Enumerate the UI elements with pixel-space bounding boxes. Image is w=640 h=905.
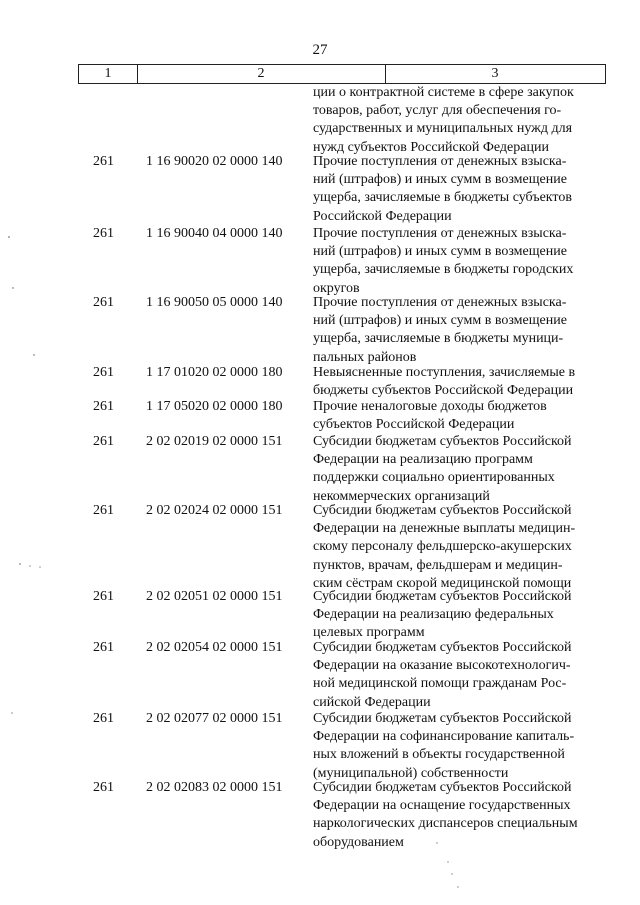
description-line: Субсидии бюджетам субъектов Российской (313, 434, 572, 449)
continued-line: ции о контрактной системе в сфере закупок (313, 85, 574, 100)
description-line: Субсидии бюджетам субъектов Российской (313, 640, 572, 655)
description-line: Прочие поступления от денежных взыска- (313, 295, 567, 310)
description-line: Субсидии бюджетам субъектов Российской (313, 503, 572, 518)
budget-code-cell: 2 02 02019 02 0000 151 (146, 434, 283, 449)
description-line: ущерба, зачисляемые в бюджеты субъектов (313, 190, 572, 206)
description-line: наркологических диспансеров специальным (313, 816, 578, 832)
budget-code-cell: 2 02 02054 02 0000 151 (146, 640, 283, 655)
description-line: Невыясненные поступления, зачисляемые в (313, 365, 576, 380)
description-line: сийской Федерации (313, 694, 431, 710)
description-line: Российской Федерации (313, 208, 452, 224)
description-line: Федерации на реализацию федеральных (313, 607, 554, 623)
description-line: Субсидии бюджетам субъектов Российской (313, 780, 572, 795)
budget-code-cell: 2 02 02024 02 0000 151 (146, 503, 283, 518)
admin-code-cell: 261 (93, 434, 114, 449)
description-line: ний (штрафов) и иных сумм в возмещение (313, 172, 567, 188)
continued-line: сударственных и муниципальных нужд для (313, 121, 573, 137)
description-line: Прочие поступления от денежных взыска- (313, 154, 567, 169)
description-line: округов (313, 280, 360, 296)
admin-code-cell: 261 (93, 640, 114, 655)
description-line: пальных районов (313, 349, 417, 365)
page-number: 27 (312, 42, 328, 58)
description-line: оборудованием (313, 834, 404, 850)
continued-line: нужд субъектов Российской Федерации (313, 139, 549, 155)
admin-code-cell: 261 (93, 503, 114, 518)
description-line: Федерации на софинансирование капиталь- (313, 729, 575, 745)
header-col-2: 2 (137, 65, 386, 83)
header-col-1: 1 (79, 65, 138, 83)
budget-code-cell: 1 16 90050 05 0000 140 (146, 295, 283, 310)
admin-code-cell: 261 (93, 589, 114, 604)
description-line: Федерации на оснащение государственных (313, 798, 571, 814)
description-line: ущерба, зачисляемые в бюджеты муници- (313, 331, 564, 347)
description-line: пунктов, врачам, фельдшерам и медицин- (313, 557, 563, 573)
description-line: целевых программ (313, 625, 425, 641)
description-line: поддержки социально ориентированных (313, 470, 555, 486)
description-line: Прочие неналоговые доходы бюджетов (313, 399, 547, 414)
description-line: скому персоналу фельдшерско-акушерских (313, 539, 572, 555)
description-line: некоммерческих организаций (313, 488, 490, 504)
continued-line: товаров, работ, услуг для обеспечения го- (313, 103, 562, 119)
description-line: (муниципальной) собственности (313, 765, 509, 781)
budget-code-cell: 2 02 02083 02 0000 151 (146, 780, 283, 795)
description-line: ной медицинской помощи гражданам Рос- (313, 676, 567, 692)
admin-code-cell: 261 (93, 154, 114, 169)
budget-code-cell: 1 16 90020 02 0000 140 (146, 154, 283, 169)
admin-code-cell: 261 (93, 780, 114, 795)
description-line: ний (штрафов) и иных сумм в возмещение (313, 313, 567, 329)
description-line: Субсидии бюджетам субъектов Российской (313, 711, 572, 726)
description-line: ных вложений в объекты государственной (313, 747, 565, 763)
admin-code-cell: 261 (93, 399, 114, 414)
description-line: Федерации на оказание высокотехнологич- (313, 658, 571, 674)
budget-code-cell: 2 02 02077 02 0000 151 (146, 711, 283, 726)
description-line: субъектов Российской Федерации (313, 417, 515, 433)
budget-code-cell: 1 17 01020 02 0000 180 (146, 365, 283, 380)
description-line: Субсидии бюджетам субъектов Российской (313, 589, 572, 604)
admin-code-cell: 261 (93, 226, 114, 241)
description-line: Федерации на денежные выплаты медицин- (313, 521, 576, 537)
description-line: Федерации на реализацию программ (313, 452, 533, 468)
description-line: Прочие поступления от денежных взыска- (313, 226, 567, 241)
admin-code-cell: 261 (93, 365, 114, 380)
description-line: ний (штрафов) и иных сумм в возмещение (313, 244, 567, 260)
budget-code-cell: 1 16 90040 04 0000 140 (146, 226, 283, 241)
description-line: бюджеты субъектов Российской Федерации (313, 383, 574, 399)
budget-code-cell: 2 02 02051 02 0000 151 (146, 589, 283, 604)
description-line: ущерба, зачисляемые в бюджеты городских (313, 262, 574, 278)
header-col-3: 3 (491, 66, 499, 81)
admin-code-cell: 261 (93, 295, 114, 310)
budget-code-cell: 1 17 05020 02 0000 180 (146, 399, 283, 414)
admin-code-cell: 261 (93, 711, 114, 726)
description-line: ским сёстрам скорой медицинской помощи (313, 575, 572, 591)
